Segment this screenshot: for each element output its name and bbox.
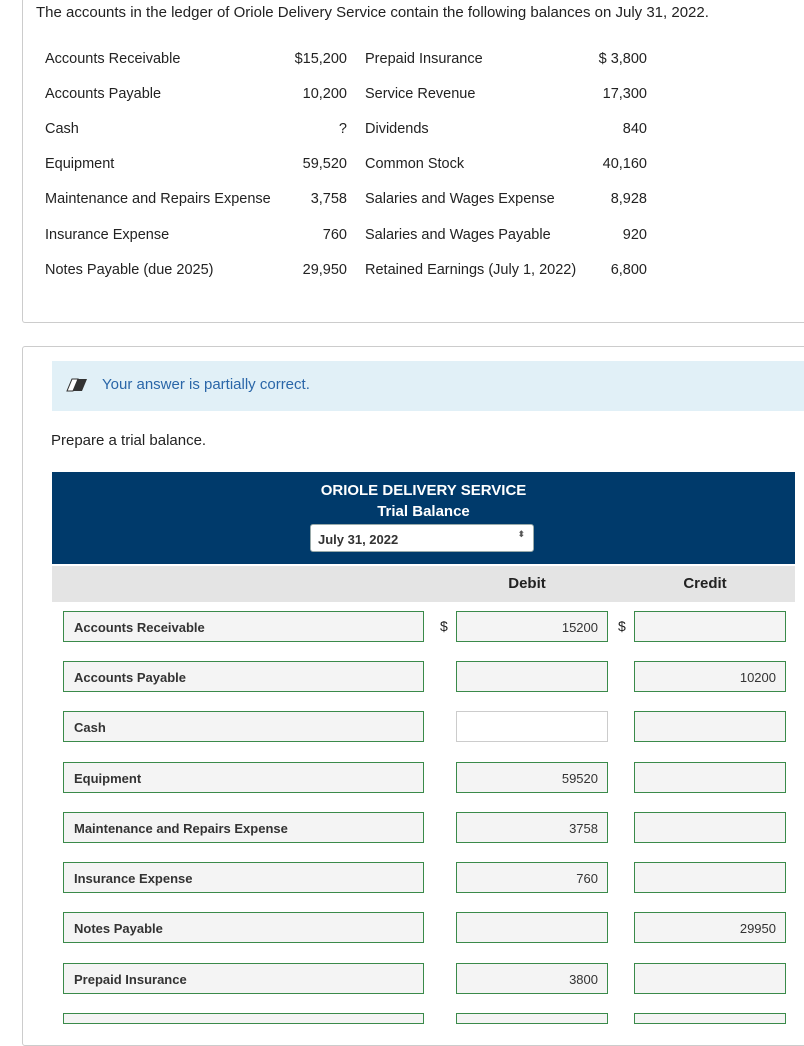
debit-input[interactable] <box>456 661 608 692</box>
ledger-right-value: 40,160 <box>602 156 647 172</box>
credit-input[interactable]: 10200 <box>634 661 786 692</box>
question-prompt: Prepare a trial balance. <box>51 432 207 449</box>
ledger-right-value: $ 3,800 <box>598 51 647 67</box>
ledger-right-name: Salaries and Wages Payable <box>365 227 551 243</box>
credit-input[interactable] <box>634 711 786 742</box>
ledger-right-value: 840 <box>622 121 647 137</box>
ledger-left-name: Maintenance and Repairs Expense <box>45 191 271 207</box>
ledger-left-name: Accounts Payable <box>45 86 162 102</box>
debit-currency: $ <box>440 618 448 634</box>
debit-input[interactable]: 59520 <box>456 762 608 793</box>
ledger-right-value: 6,800 <box>610 262 647 278</box>
account-select[interactable]: Notes Payable <box>63 912 424 943</box>
account-select[interactable]: Maintenance and Repairs Expense <box>63 812 424 843</box>
ledger-right-name: Dividends <box>365 121 429 137</box>
problem-intro: The accounts in the ledger of Oriole Delivery Service contain the following balances on July 31, 2022. <box>36 4 709 21</box>
account-select[interactable]: Accounts Payable <box>63 661 424 692</box>
ledger-left-name: Notes Payable (due 2025) <box>45 262 214 278</box>
debit-input[interactable] <box>456 1013 608 1024</box>
ledger-left-name: Insurance Expense <box>45 227 170 243</box>
debit-column-header: Debit <box>508 575 546 592</box>
ledger-left-name: Equipment <box>45 156 115 172</box>
credit-column-header: Credit <box>683 575 727 592</box>
account-select[interactable]: Prepaid Insurance <box>63 963 424 994</box>
debit-input[interactable]: 3758 <box>456 812 608 843</box>
ledger-right-name: Retained Earnings (July 1, 2022) <box>365 262 577 278</box>
ledger-right-value: 17,300 <box>602 86 647 102</box>
ledger-right-value: 8,928 <box>610 191 647 207</box>
account-select[interactable]: Insurance Expense <box>63 862 424 893</box>
ledger-left-value: ? <box>338 121 347 137</box>
account-select[interactable] <box>63 1013 424 1024</box>
ledger-left-name: Accounts Receivable <box>45 51 181 67</box>
ledger-right-name: Prepaid Insurance <box>365 51 483 67</box>
ledger-right-name: Common Stock <box>365 156 465 172</box>
debit-input[interactable]: 15200 <box>456 611 608 642</box>
account-select[interactable]: Equipment <box>63 762 424 793</box>
debit-input[interactable]: 760 <box>456 862 608 893</box>
feedback-text: Your answer is partially correct. <box>102 376 310 393</box>
ledger-left-value: 29,950 <box>302 262 347 278</box>
debit-input[interactable] <box>456 711 608 742</box>
ledger-left-value: 760 <box>322 227 347 243</box>
account-select[interactable]: Cash <box>63 711 424 742</box>
ledger-right-value: 920 <box>622 227 647 243</box>
company-name: ORIOLE DELIVERY SERVICE <box>320 482 527 499</box>
ledger-left-value: 10,200 <box>302 86 347 102</box>
debit-input[interactable]: 3800 <box>456 963 608 994</box>
updown-caret-icon: ⬍ <box>517 529 525 539</box>
date-value: July 31, 2022 <box>318 532 399 547</box>
credit-input[interactable] <box>634 1013 786 1024</box>
debit-input[interactable] <box>456 912 608 943</box>
credit-input[interactable]: 29950 <box>634 912 786 943</box>
credit-input[interactable] <box>634 762 786 793</box>
date-select[interactable] <box>310 524 534 552</box>
credit-input[interactable] <box>634 611 786 642</box>
statement-title: Trial Balance <box>377 503 470 520</box>
credit-input[interactable] <box>634 963 786 994</box>
credit-currency: $ <box>618 618 626 634</box>
ledger-left-value: $15,200 <box>294 51 347 67</box>
ledger-left-value: 3,758 <box>310 191 347 207</box>
credit-input[interactable] <box>634 862 786 893</box>
credit-input[interactable] <box>634 812 786 843</box>
ledger-left-name: Cash <box>45 121 79 137</box>
pencil-icon <box>66 378 88 392</box>
ledger-left-value: 59,520 <box>302 156 347 172</box>
ledger-right-name: Salaries and Wages Expense <box>365 191 555 207</box>
account-select[interactable]: Accounts Receivable <box>63 611 424 642</box>
ledger-right-name: Service Revenue <box>365 86 476 102</box>
